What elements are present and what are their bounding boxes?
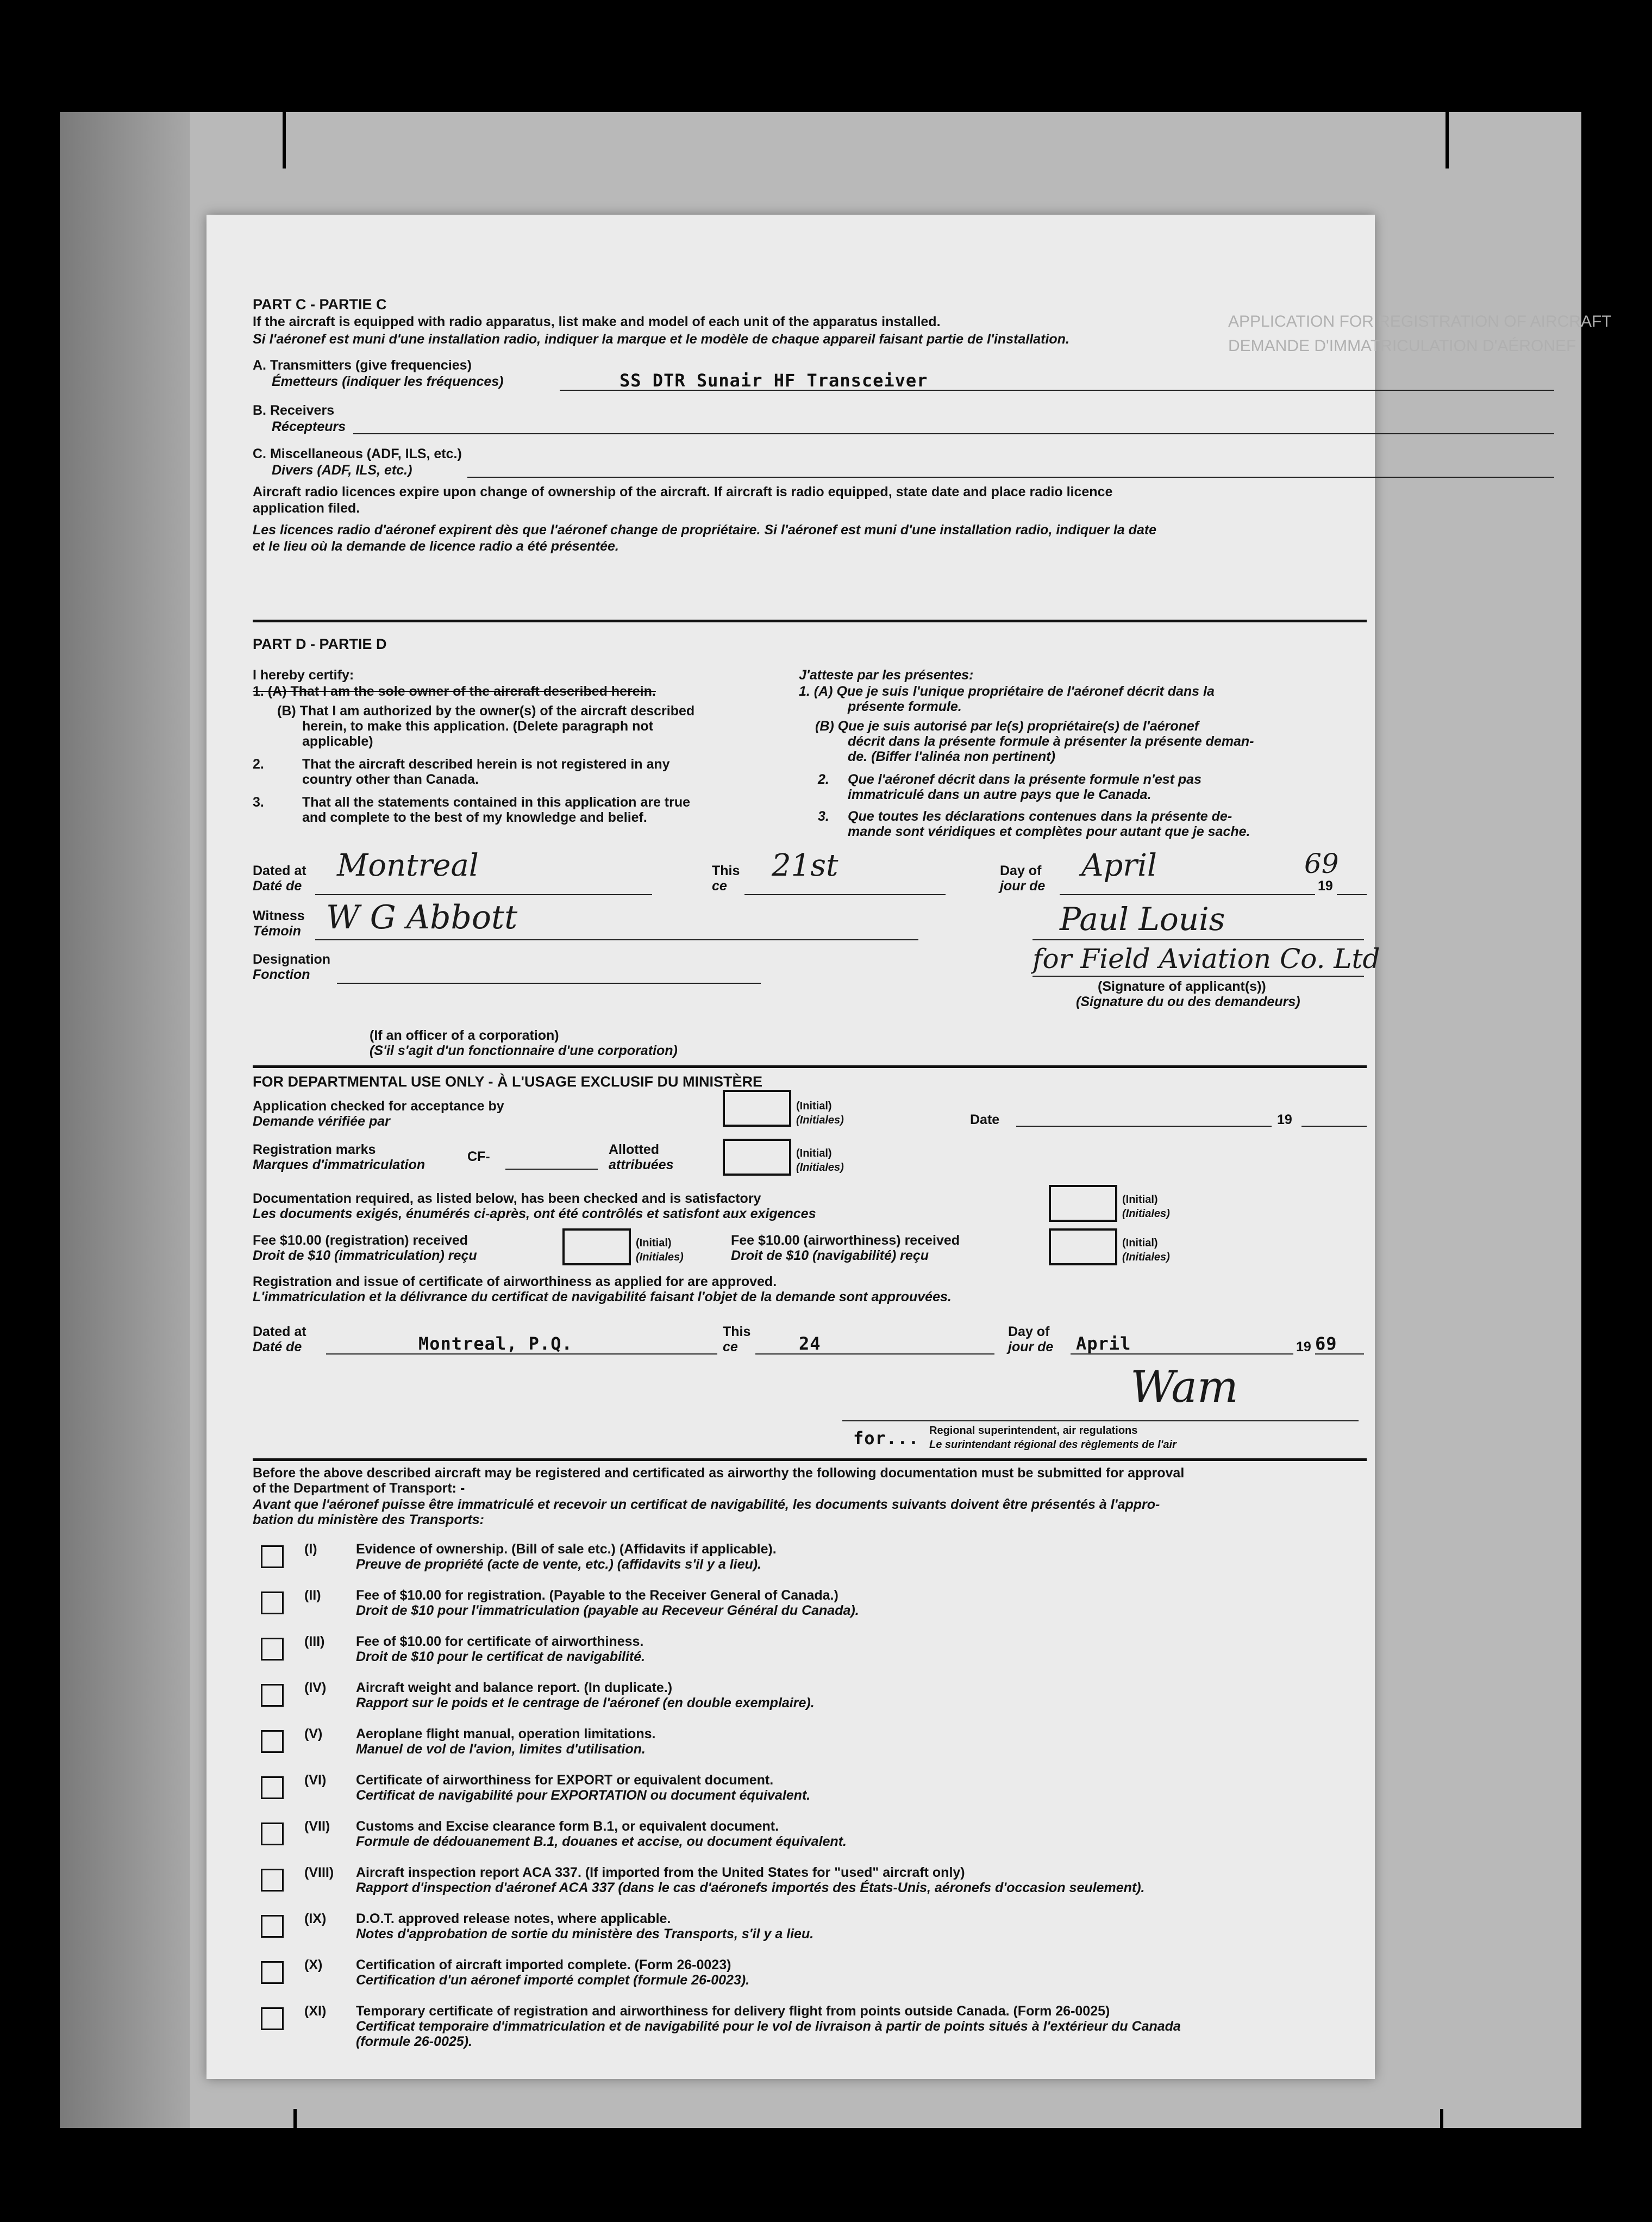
document-item-en: Fee of $10.00 for registration. (Payable to the Receiver General of Canada.) — [356, 1588, 838, 1603]
statement-1b-fr: de. (Biffer l'alinéa non pertinent) — [848, 749, 1055, 764]
this-day-value: 21st — [772, 848, 838, 883]
frame-divider — [283, 109, 286, 168]
frame-top-rule — [60, 109, 1581, 112]
document-item-number: (X) — [304, 1957, 323, 1973]
designation-fr: Fonction — [253, 967, 310, 982]
document-item-fr: Droit de $10 pour l'immatriculation (payable au Receveur Général du Canada). — [356, 1603, 859, 1618]
show-through-text: DEMANDE D'IMMATRICULATION D'AÉRONEF — [1228, 337, 1576, 355]
date-label: Date — [970, 1112, 1000, 1127]
part-c-instructions-fr: Si l'aéronef est muni d'une installation radio, indiquer la marque et le modèle de chaque appareil faisant partie de l'installation. — [253, 332, 1069, 347]
fee-registration-en: Fee $10.00 (registration) received — [253, 1233, 468, 1248]
dept-dated-at-en: Dated at — [253, 1324, 306, 1339]
document-checkbox[interactable] — [261, 1869, 284, 1892]
certify-en: I hereby certify: — [253, 667, 354, 683]
officer-note-en: (If an officer of a corporation) — [370, 1028, 559, 1043]
licence-note-fr: et le lieu où la demande de licence radio a été présentée. — [253, 539, 619, 554]
dept-dated-at-line — [326, 1353, 717, 1355]
section-divider — [253, 1458, 1367, 1461]
certify-fr: J'atteste par les présentes: — [799, 667, 974, 683]
document-item-fr: Preuve de propriété (acte de vente, etc.) (affidavits s'il y a lieu). — [356, 1557, 762, 1572]
allotted-fr: attribuées — [609, 1157, 674, 1172]
fee-airworthiness-fr: Droit de $10 (navigabilité) reçu — [731, 1248, 929, 1263]
year-prefix: 19 — [1318, 878, 1333, 894]
initial-label-en: (Initial) — [796, 1100, 832, 1112]
document-item-en: Fee of $10.00 for certificate of airworthiness. — [356, 1634, 644, 1649]
dept-this-line — [755, 1353, 994, 1355]
transmitters-label-en: A. Transmitters (give frequencies) — [253, 358, 472, 373]
document-item-fr: Certificat de navigabilité pour EXPORTATION ou document équivalent. — [356, 1788, 811, 1803]
documentation-initial-box[interactable] — [1049, 1185, 1117, 1222]
document-checkbox[interactable] — [261, 1545, 284, 1568]
documentation-en: Documentation required, as listed below, has been checked and is satisfactory — [253, 1191, 761, 1206]
document-item-en: Aircraft weight and balance report. (In duplicate.) — [356, 1680, 673, 1695]
transmitters-label-fr: Émetteurs (indiquer les fréquences) — [272, 374, 504, 389]
dept-day-of-en: Day of — [1008, 1324, 1050, 1339]
frame-divider — [1446, 109, 1449, 168]
document-item-number: (I) — [304, 1541, 317, 1557]
document-item-fr: Rapport sur le poids et le centrage de l'aéronef (en double exemplaire). — [356, 1695, 815, 1711]
document-item-fr: Droit de $10 pour le certificat de navigabilité. — [356, 1649, 646, 1664]
month-value: April — [1081, 848, 1157, 883]
document-item-en: Certificate of airworthiness for EXPORT or equivalent document. — [356, 1772, 774, 1788]
registration-marks-fr: Marques d'immatriculation — [253, 1157, 425, 1172]
application-form-page — [206, 215, 1612, 2079]
dated-at-fr: Daté de — [253, 878, 302, 894]
document-item-fr: Certification d'un aéronef importé complet (formule 26-0023). — [356, 1973, 750, 1988]
requirements-intro-en: of the Department of Transport: - — [253, 1481, 465, 1496]
part-c-heading: PART C - PARTIE C — [253, 296, 387, 313]
document-item-fr: Certificat temporaire d'immatriculation et de navigabilité pour le vol de livraison à partir de points situés à l'extérieur du Canada — [356, 2019, 1181, 2034]
fee-airworthiness-box[interactable] — [1049, 1228, 1117, 1265]
misc-line — [467, 477, 1554, 478]
section-divider — [253, 620, 1367, 622]
dept-this-en: This — [723, 1324, 751, 1339]
transmitters-value: SS DTR Sunair HF Transceiver — [620, 370, 928, 391]
document-item-en: Temporary certificate of registration and airworthiness for delivery flight from points outside Canada. (Form 26-0025) — [356, 2003, 1110, 2019]
initial-label-en: (Initial) — [636, 1237, 672, 1249]
statement-2-en: country other than Canada. — [302, 772, 479, 787]
fee-registration-fr: Droit de $10 (immatriculation) reçu — [253, 1248, 477, 1263]
document-item-number: (XI) — [304, 2003, 327, 2019]
year-value: 69 — [1304, 848, 1339, 879]
statement-1b-en: herein, to make this application. (Delete paragraph not — [302, 719, 653, 734]
statement-3-fr: Que toutes les déclarations contenues dans la présente de- — [848, 809, 1232, 824]
document-item-number: (III) — [304, 1634, 325, 1649]
document-item-number: (V) — [304, 1726, 323, 1742]
superintendent-line — [842, 1420, 1359, 1421]
cf-prefix: CF- — [467, 1149, 490, 1164]
officer-note-fr: (S'il s'agit d'un fonctionnaire d'une corporation) — [370, 1043, 678, 1058]
document-item-en: D.O.T. approved release notes, where applicable. — [356, 1911, 671, 1926]
date-line — [1016, 1126, 1272, 1127]
document-item-fr: (formule 26-0025). — [356, 2034, 472, 2049]
statement-3-en: and complete to the best of my knowledge and belief. — [302, 810, 647, 825]
statement-1b-en: (B) That I am authorized by the owner(s) of the aircraft described — [277, 703, 695, 719]
statement-3-num: 3. — [253, 795, 264, 810]
document-item-fr: Rapport d'inspection d'aéronef ACA 337 (dans le cas d'aéronefs importés des États-Unis, aéronefs d'occasion seulement). — [356, 1880, 1145, 1895]
document-checkbox[interactable] — [261, 2007, 284, 2030]
dept-year-value: 69 — [1315, 1333, 1337, 1354]
year-line — [1337, 894, 1367, 895]
document-checkbox[interactable] — [261, 1684, 284, 1707]
day-of-fr: jour de — [1000, 878, 1046, 894]
month-line — [1060, 894, 1315, 895]
document-item-fr: Notes d'approbation de sortie du ministère des Transports, s'il y a lieu. — [356, 1926, 814, 1942]
document-checkbox[interactable] — [261, 1638, 284, 1661]
document-item-number: (VIII) — [304, 1865, 334, 1880]
microfilm-shadow — [60, 109, 190, 2131]
licence-note-fr: Les licences radio d'aéronef expirent dès que l'aéronef change de propriétaire. Si l'aéronef est muni d'une installation radio, indiquer la date — [253, 522, 1157, 538]
initial-label-en: (Initial) — [1122, 1237, 1158, 1249]
dept-this-value: 24 — [799, 1333, 821, 1354]
superintendent-title-fr: Le surintendant régional des règlements de l'air — [929, 1439, 1177, 1451]
statement-1b-fr: décrit dans la présente formule à présenter la présente deman- — [848, 734, 1254, 749]
part-c-instructions-en: If the aircraft is equipped with radio apparatus, list make and model of each unit of the apparatus installed. — [253, 314, 941, 329]
initial-label-en: (Initial) — [796, 1147, 832, 1159]
document-checkbox[interactable] — [261, 1776, 284, 1799]
document-item-en: Certification of aircraft imported complete. (Form 26-0023) — [356, 1957, 731, 1973]
statement-3-fr: mande sont véridiques et complètes pour autant que je sache. — [848, 824, 1250, 839]
dept-this-fr: ce — [723, 1339, 738, 1355]
dept-month-line — [1071, 1353, 1293, 1355]
statement-1b-fr: (B) Que je suis autorisé par le(s) propriétaire(s) de l'aéronef — [815, 719, 1199, 734]
frame-divider — [293, 2109, 297, 2180]
witness-en: Witness — [253, 908, 305, 923]
witness-line — [315, 939, 918, 940]
signature-applicant-en: (Signature of applicant(s)) — [1098, 979, 1266, 994]
applicant-company-signature: for Field Aviation Co. Ltd — [1032, 943, 1380, 975]
statement-2-num: 2. — [253, 757, 264, 772]
documentation-fr: Les documents exigés, énumérés ci-après, ont été contrôlés et satisfont aux exigences — [253, 1206, 816, 1221]
part-d-heading: PART D - PARTIE D — [253, 636, 387, 652]
witness-fr: Témoin — [253, 923, 301, 939]
day-of-en: Day of — [1000, 863, 1042, 878]
misc-label-fr: Divers (ADF, ILS, etc.) — [272, 463, 412, 478]
document-checkbox[interactable] — [261, 1730, 284, 1753]
date-year-prefix: 19 — [1277, 1112, 1292, 1127]
this-fr: ce — [712, 878, 727, 894]
designation-line — [337, 983, 761, 984]
receivers-label-fr: Récepteurs — [272, 419, 346, 434]
document-item-en: Customs and Excise clearance form B.1, or equivalent document. — [356, 1819, 779, 1834]
document-item-fr: Formule de dédouanement B.1, douanes et accise, ou document équivalent. — [356, 1834, 847, 1849]
witness-signature: W G Abbott — [326, 898, 518, 937]
designation-en: Designation — [253, 952, 331, 967]
document-checkbox[interactable] — [261, 1961, 284, 1984]
departmental-heading: FOR DEPARTMENTAL USE ONLY - À L'USAGE EXCLUSIF DU MINISTÈRE — [253, 1073, 762, 1090]
dated-at-en: Dated at — [253, 863, 306, 878]
frame-bottom-rule — [60, 2128, 1581, 2131]
dated-at-value: Montreal — [337, 848, 479, 883]
statement-2-fr: Que l'aéronef décrit dans la présente formule n'est pas — [848, 772, 1202, 787]
this-line — [744, 894, 946, 895]
approval-en: Registration and issue of certificate of airworthiness as applied for are approved. — [253, 1274, 777, 1289]
statement-3-num-fr: 3. — [818, 809, 829, 824]
document-item-number: (VII) — [304, 1819, 330, 1834]
document-checkbox[interactable] — [261, 1822, 284, 1845]
checked-by-fr: Demande vérifiée par — [253, 1114, 390, 1129]
registration-marks-en: Registration marks — [253, 1142, 376, 1157]
requirements-intro-en: Before the above described aircraft may be registered and certificated as airworthy the following documentation must be submitted for approval — [253, 1465, 1185, 1481]
initial-label-fr: (Initiales) — [796, 1162, 844, 1174]
checked-by-en: Application checked for acceptance by — [253, 1098, 504, 1114]
document-checkbox[interactable] — [261, 1915, 284, 1938]
dept-dated-at-fr: Daté de — [253, 1339, 302, 1355]
dept-day-of-fr: jour de — [1008, 1339, 1054, 1355]
signature-applicant-fr: (Signature du ou des demandeurs) — [1076, 994, 1300, 1009]
approval-fr: L'immatriculation et la délivrance du certificat de navigabilité faisant l'objet de la demande sont approuvées. — [253, 1289, 952, 1305]
misc-label-en: C. Miscellaneous (ADF, ILS, etc.) — [253, 446, 462, 461]
receivers-label-en: B. Receivers — [253, 403, 335, 418]
initial-label-fr: (Initiales) — [796, 1114, 844, 1126]
allotted-initial-box[interactable] — [723, 1139, 791, 1176]
requirements-intro-fr: Avant que l'aéronef puisse être immatriculé et recevoir un certificat de navigabilité, les documents suivants doivent être présentés à l'appro- — [253, 1497, 1160, 1512]
document-item-number: (II) — [304, 1588, 321, 1603]
applicant-signature: Paul Louis — [1060, 901, 1225, 938]
show-through-text: APPLICATION FOR REGISTRATION OF AIRCRAFT — [1228, 313, 1612, 330]
initial-label-en: (Initial) — [1122, 1194, 1158, 1206]
fee-airworthiness-en: Fee $10.00 (airworthiness) received — [731, 1233, 960, 1248]
statement-3-en: That all the statements contained in this application are true — [302, 795, 691, 810]
this-en: This — [712, 863, 740, 878]
dept-dated-at-value: Montreal, P.Q. — [418, 1333, 573, 1354]
initial-label-fr: (Initiales) — [636, 1251, 684, 1263]
frame-divider — [1440, 2109, 1443, 2180]
date-year-line — [1301, 1126, 1367, 1127]
requirements-intro-fr: bation du ministère des Transports: — [253, 1512, 485, 1527]
checked-initial-box[interactable] — [723, 1090, 791, 1127]
applicant-signature-line-2 — [1032, 976, 1364, 977]
licence-note-en: Aircraft radio licences expire upon change of ownership of the aircraft. If aircraft is radio equipped, state date and place radio licence — [253, 484, 1113, 500]
dept-year-prefix: 19 — [1296, 1339, 1311, 1355]
superintendent-signature: Wam — [1130, 1362, 1238, 1412]
statement-1a-fr: présente formule. — [848, 699, 962, 714]
statement-1b-en: applicable) — [302, 734, 373, 749]
licence-note-en: application filed. — [253, 501, 360, 516]
applicant-signature-line-1 — [1032, 939, 1364, 940]
allotted-en: Allotted — [609, 1142, 660, 1157]
document-item-en: Aircraft inspection report ACA 337. (If imported from the United States for "used" aircraft only) — [356, 1865, 965, 1880]
statement-1a-en: 1. (A) That I am the sole owner of the aircraft described herein. — [253, 684, 656, 699]
initial-label-fr: (Initiales) — [1122, 1251, 1170, 1263]
document-item-number: (IX) — [304, 1911, 327, 1926]
statement-1a-fr: 1. (A) Que je suis l'unique propriétaire de l'aéronef décrit dans la — [799, 684, 1215, 699]
superintendent-title-en: Regional superintendent, air regulations — [929, 1425, 1138, 1437]
receivers-line — [353, 433, 1554, 434]
document-checkbox[interactable] — [261, 1591, 284, 1614]
initial-label-fr: (Initiales) — [1122, 1208, 1170, 1220]
transmitters-line — [560, 390, 1554, 391]
statement-2-num-fr: 2. — [818, 772, 829, 787]
statement-2-en: That the aircraft described herein is not registered in any — [302, 757, 670, 772]
document-item-number: (VI) — [304, 1772, 327, 1788]
dated-at-line — [315, 894, 652, 895]
fee-registration-box[interactable] — [562, 1228, 631, 1265]
for-label: for... — [853, 1428, 919, 1449]
document-item-fr: Manuel de vol de l'avion, limites d'utilisation. — [356, 1742, 646, 1757]
dept-year-line — [1315, 1353, 1364, 1355]
statement-2-fr: immatriculé dans un autre pays que le Canada. — [848, 787, 1152, 802]
document-item-en: Aeroplane flight manual, operation limitations. — [356, 1726, 656, 1742]
section-divider — [253, 1065, 1367, 1068]
registration-marks-line — [505, 1169, 598, 1170]
document-item-number: (IV) — [304, 1680, 327, 1695]
dept-month-value: April — [1076, 1333, 1131, 1354]
document-item-en: Evidence of ownership. (Bill of sale etc.) (Affidavits if applicable). — [356, 1541, 777, 1557]
